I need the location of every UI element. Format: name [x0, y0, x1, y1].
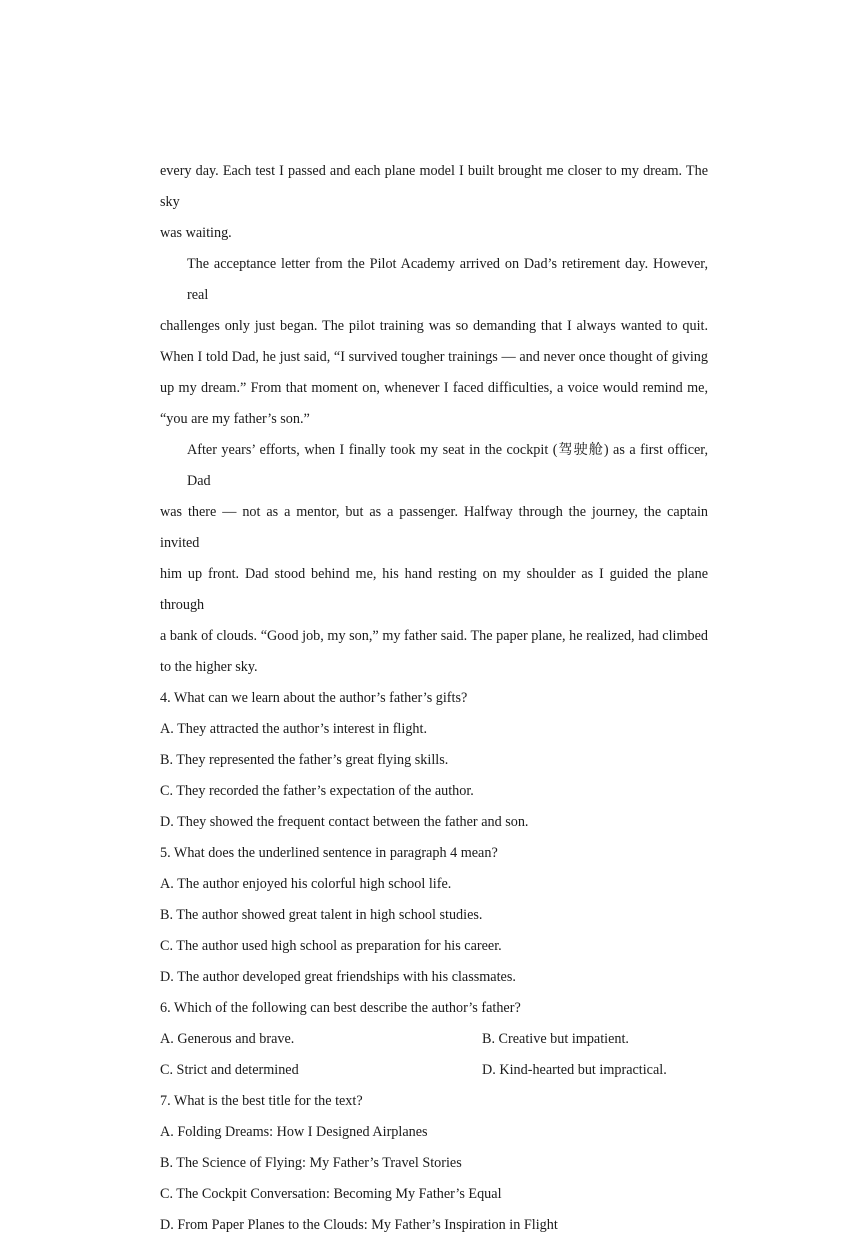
question-stem: 7. What is the best title for the text?: [160, 1093, 363, 1109]
option-row: [160, 1024, 708, 1055]
option-d: D. Kind-hearted but impractical.: [482, 1062, 667, 1078]
question-stem: 6. Which of the following can best describe the author’s father?: [160, 1000, 521, 1016]
page-content: [160, 156, 708, 1241]
passage-paragraph-3: [160, 435, 708, 683]
option-row: [160, 1055, 708, 1086]
question-4: [160, 683, 708, 838]
question-stem: 4. What can we learn about the author’s father’s gifts?: [160, 690, 468, 706]
paragraph-line: The acceptance letter from the Pilot Academy arrived on Dad’s retirement day. However, real: [187, 256, 708, 303]
option-c: C. They recorded the father’s expectation of the author.: [160, 783, 474, 799]
paragraph-line: a bank of clouds. “Good job, my son,” my father said. The paper plane, he realized, had climbed: [160, 628, 708, 644]
paragraph-line: When I told Dad, he just said, “I survived tougher trainings — and never once thought of giving: [160, 349, 708, 365]
option-d: D. From Paper Planes to the Clouds: My Father’s Inspiration in Flight: [160, 1217, 558, 1233]
passage-paragraph-1: [160, 156, 708, 249]
option-d: D. They showed the frequent contact between the father and son.: [160, 814, 529, 830]
option-b: B. They represented the father’s great flying skills.: [160, 752, 449, 768]
paragraph-line: challenges only just began. The pilot training was so demanding that I always wanted to quit.: [160, 318, 708, 334]
paragraph-line: After years’ efforts, when I finally took my seat in the cockpit (驾驶舱) as a first officer, Dad: [187, 442, 708, 489]
paragraph-line: was waiting.: [160, 225, 232, 241]
paragraph-line: up my dream.” From that moment on, whenever I faced difficulties, a voice would remind me,: [160, 380, 708, 396]
option-a: A. They attracted the author’s interest in flight.: [160, 721, 427, 737]
option-a: A. Folding Dreams: How I Designed Airplanes: [160, 1124, 428, 1140]
option-d: D. The author developed great friendships with his classmates.: [160, 969, 516, 985]
option-c: C. The author used high school as preparation for his career.: [160, 938, 502, 954]
option-c: C. The Cockpit Conversation: Becoming My Father’s Equal: [160, 1186, 502, 1202]
passage-paragraph-2: [160, 249, 708, 435]
question-6: [160, 993, 708, 1086]
option-b: B. The author showed great talent in high school studies.: [160, 907, 483, 923]
option-c: C. Strict and determined: [160, 1062, 299, 1078]
option-b: B. The Science of Flying: My Father’s Travel Stories: [160, 1155, 462, 1171]
question-stem: 5. What does the underlined sentence in paragraph 4 mean?: [160, 845, 498, 861]
paragraph-line: him up front. Dad stood behind me, his hand resting on my shoulder as I guided the plane through: [160, 566, 708, 613]
paragraph-line: every day. Each test I passed and each plane model I built brought me closer to my dream. The sky: [160, 163, 708, 210]
option-a: A. The author enjoyed his colorful high school life.: [160, 876, 452, 892]
option-b: B. Creative but impatient.: [482, 1031, 629, 1047]
question-5: [160, 838, 708, 993]
question-7: [160, 1086, 708, 1241]
option-a: A. Generous and brave.: [160, 1031, 295, 1047]
paragraph-line: to the higher sky.: [160, 659, 258, 675]
paragraph-line: was there — not as a mentor, but as a passenger. Halfway through the journey, the captain invited: [160, 504, 708, 551]
paragraph-line: “you are my father’s son.”: [160, 411, 310, 427]
